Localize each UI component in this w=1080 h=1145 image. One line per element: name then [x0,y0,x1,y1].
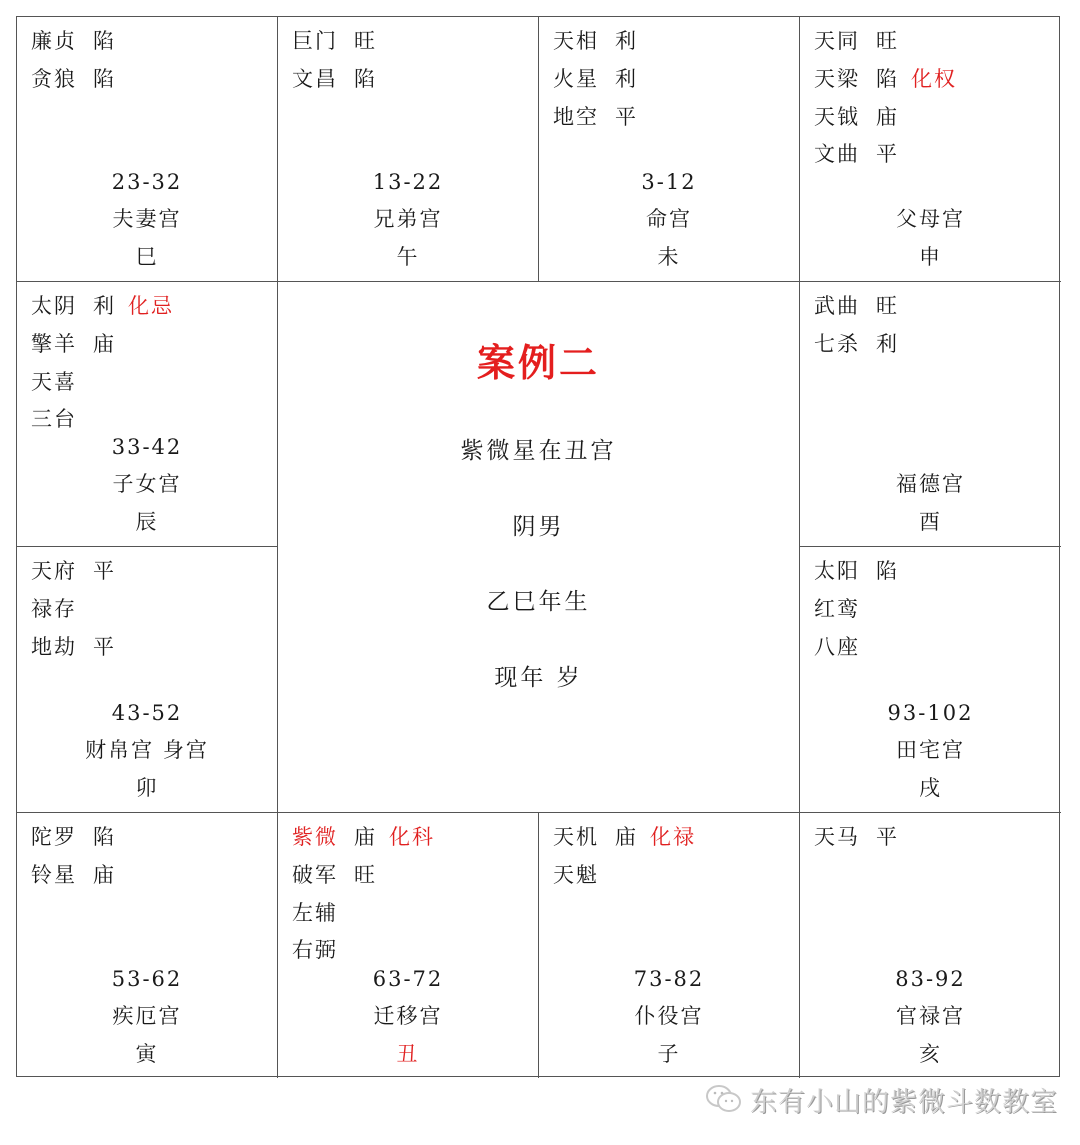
star-name: 左辅 [292,900,338,925]
earthly-branch: 卯 [135,776,159,801]
age-range: 13-22 [372,169,444,194]
star-brightness: 庙 [876,104,899,129]
star-name: 文曲 [814,142,860,167]
palace-name: 夫妻宫 [112,207,182,232]
palace-footer [17,695,277,808]
star-transformation: 化忌 [128,294,174,318]
earthly-branch: 子 [657,1042,681,1067]
star-row [553,23,638,61]
earthly-branch: 酉 [919,510,942,535]
star-list [31,553,116,666]
age-range [800,164,1061,202]
palace-name: 疾厄宫 [112,1004,182,1029]
palace-shen [800,17,1061,282]
star-name: 太阳 [814,559,860,583]
palace-name: 迁移宫 [373,1004,443,1029]
star-name: 天马 [814,825,860,849]
star-row [31,553,116,591]
palace-xu [800,547,1061,813]
age-range: 93-102 [887,700,974,725]
star-list [553,819,696,895]
palace-name: 官禄宫 [896,1004,965,1029]
star-row [553,857,696,895]
age-range: 3-12 [641,169,697,194]
star-brightness: 平 [876,825,899,849]
star-brightness: 陷 [93,825,116,849]
palace-footer [800,695,1061,808]
earthly-branch: 丑 [396,1042,420,1067]
palace-name: 田宅宫 [896,738,965,763]
star-list [814,553,899,666]
star-row [292,857,435,895]
star-brightness: 庙 [615,825,638,849]
star-row [31,23,116,61]
star-name: 铃星 [31,862,77,887]
earthly-branch: 辰 [135,510,159,535]
star-name: 天相 [553,29,599,53]
star-row [553,61,638,99]
palace-you [800,282,1061,547]
star-row [31,591,116,629]
palace-footer [17,961,277,1074]
earthly-branch: 未 [657,245,681,270]
palace-name: 父母宫 [896,207,965,232]
star-name: 天机 [553,825,599,849]
star-row [814,819,899,857]
earthly-branch: 巳 [135,245,159,270]
star-name: 禄存 [31,596,77,621]
star-row [292,895,435,933]
age-range: 23-32 [111,169,183,194]
ziwei-position: 紫微星在丑宫 [460,438,617,464]
earthly-branch: 申 [919,245,942,270]
star-name: 天喜 [31,369,77,394]
wechat-icon [704,1083,744,1115]
star-transformation: 化科 [389,825,435,849]
star-row [814,591,899,629]
palace-yin [17,813,278,1078]
palace-name: 命宫 [646,207,692,232]
star-list [553,23,638,136]
star-name: 巨门 [292,29,338,53]
chart-title: 案例二 [476,341,600,385]
star-row [814,23,957,61]
watermark-text: 东有小山的紫微斗数教室 [750,1086,1058,1118]
star-brightness: 庙 [93,862,116,887]
star-brightness: 旺 [876,294,899,318]
star-list [814,288,899,364]
palace-wei [539,17,800,282]
star-name: 天同 [814,29,860,53]
star-name: 陀罗 [31,825,77,849]
star-brightness: 旺 [876,29,899,53]
star-name: 地劫 [31,634,77,659]
star-name: 天钺 [814,104,860,129]
star-row [814,288,899,326]
star-brightness: 利 [93,294,116,318]
palace-name: 财帛宫 身宫 [85,738,209,763]
age-range: 83-92 [895,966,966,991]
star-name: 擎羊 [31,331,77,356]
star-row [292,23,377,61]
star-brightness: 旺 [354,29,377,53]
star-name: 火星 [553,66,599,91]
star-name: 太阴 [31,294,77,318]
star-name: 三台 [31,407,77,432]
star-name: 天魁 [553,862,599,887]
star-name: 地空 [553,104,599,129]
palace-name: 仆役宫 [634,1004,704,1029]
star-list [292,23,377,99]
palace-name: 兄弟宫 [373,207,443,232]
star-list [292,819,435,970]
age-range: 33-42 [111,434,183,459]
star-name: 文昌 [292,66,338,91]
current-age: 现年 岁 [494,665,583,691]
palace-footer [800,961,1061,1074]
earthly-branch: 午 [396,245,420,270]
palace-zi [539,813,800,1078]
star-row [814,326,899,364]
palace-footer [17,164,277,277]
chart-center [278,282,800,813]
palace-footer [800,429,1061,542]
star-brightness: 庙 [93,331,116,356]
palace-name: 子女宫 [112,472,182,497]
star-list [31,23,116,99]
palace-hai [800,813,1061,1078]
star-name: 廉贞 [31,29,77,53]
palace-footer [278,164,538,277]
star-name: 七杀 [814,331,860,356]
palace-footer [539,164,799,277]
star-transformation: 化禄 [650,825,696,849]
earthly-branch: 戌 [919,776,942,801]
star-list [31,819,116,895]
star-list [814,819,899,857]
star-row [292,61,377,99]
star-brightness: 陷 [93,29,116,53]
star-row [31,819,116,857]
star-row [31,857,116,895]
age-range [800,429,1061,467]
palace-wu [278,17,539,282]
star-brightness: 陷 [93,66,116,91]
star-brightness: 庙 [354,825,377,849]
star-brightness: 旺 [354,862,377,887]
star-brightness: 利 [615,66,638,91]
star-brightness: 陷 [876,66,899,91]
age-range: 53-62 [111,966,183,991]
palace-footer [539,961,799,1074]
star-brightness: 平 [615,104,638,129]
star-row [814,553,899,591]
star-row [814,99,957,137]
star-list [31,288,174,439]
star-name: 红鸾 [814,596,860,621]
star-list [814,23,957,174]
star-row [31,61,116,99]
star-row [292,819,435,857]
star-brightness: 利 [876,331,899,356]
star-row [31,364,174,402]
star-brightness: 陷 [354,66,377,91]
star-name: 天梁 [814,66,860,91]
star-row [553,819,696,857]
star-name: 武曲 [814,294,860,318]
star-name: 紫微 [292,825,338,849]
star-row [31,629,116,667]
age-range: 63-72 [372,966,444,991]
ziwei-chart [16,16,1060,1077]
star-transformation: 化权 [911,66,957,91]
star-brightness: 平 [93,634,116,659]
palace-name: 福德宫 [896,472,965,497]
star-row [31,288,174,326]
star-row [814,629,899,667]
palace-chen [17,282,278,547]
star-row [31,326,174,364]
age-range: 43-52 [111,700,183,725]
star-name: 八座 [814,634,860,659]
palace-si [17,17,278,282]
star-name: 天府 [31,559,77,583]
star-name: 破军 [292,862,338,887]
watermark [704,1079,1058,1119]
gender: 阴男 [512,514,565,540]
birth-year: 乙巳年生 [486,589,591,615]
earthly-branch: 寅 [135,1042,159,1067]
star-name: 右弼 [292,938,338,963]
star-row [814,61,957,99]
star-name: 贪狼 [31,66,77,91]
earthly-branch: 亥 [919,1042,942,1067]
palace-chou [278,813,539,1078]
palace-mao [17,547,278,813]
palace-footer [17,429,277,542]
star-row [553,99,638,137]
palace-footer [278,961,538,1074]
age-range: 73-82 [633,966,705,991]
star-brightness: 平 [876,142,899,167]
star-brightness: 陷 [876,559,899,583]
palace-footer [800,164,1061,277]
star-brightness: 利 [615,29,638,53]
star-brightness: 平 [93,559,116,583]
